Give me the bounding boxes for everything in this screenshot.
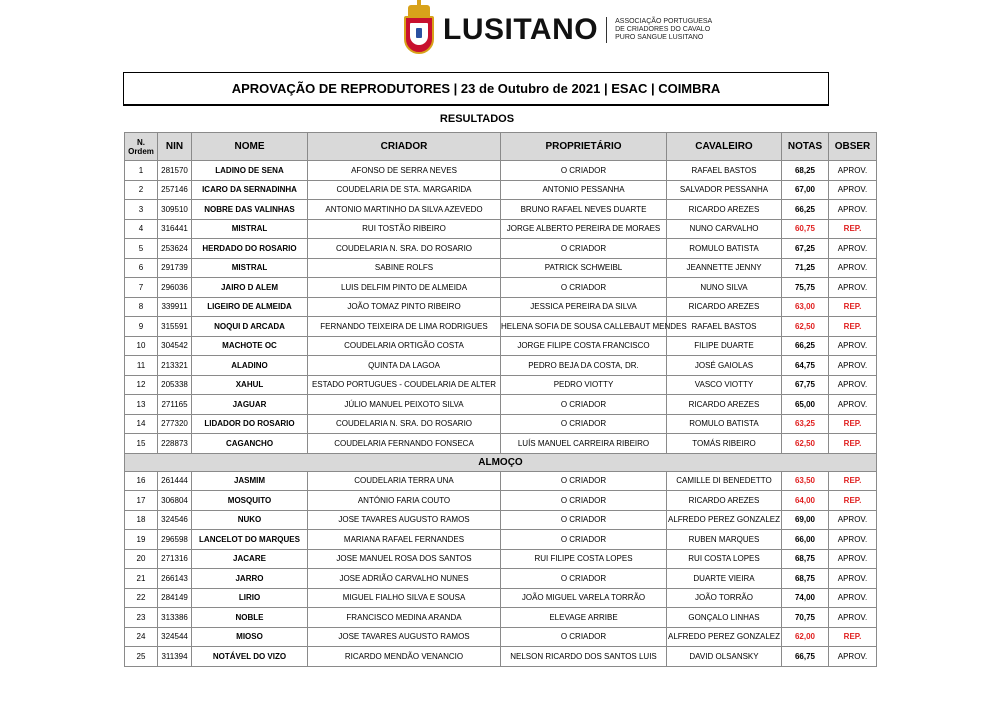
- cell-nin: 261444: [158, 471, 192, 491]
- cell-ordem: 5: [125, 239, 158, 259]
- cell-criador: JOSE TAVARES AUGUSTO RAMOS: [308, 510, 501, 530]
- cell-proprietario: O CRIADOR: [501, 414, 667, 434]
- cell-nin: 253624: [158, 239, 192, 259]
- cell-obser: APROV.: [829, 258, 877, 278]
- cell-ordem: 10: [125, 336, 158, 356]
- cell-ordem: 1: [125, 161, 158, 181]
- cell-criador: ESTADO PORTUGUES - COUDELARIA DE ALTER: [308, 375, 501, 395]
- cell-nota: 63,00: [782, 297, 829, 317]
- cell-nota: 63,25: [782, 414, 829, 434]
- cell-criador: COUDELARIA TERRA UNA: [308, 471, 501, 491]
- cell-nin: 291739: [158, 258, 192, 278]
- cell-nin: 277320: [158, 414, 192, 434]
- cell-cavaleiro: VASCO VIOTTY: [667, 375, 782, 395]
- column-header-criador: CRIADOR: [308, 133, 501, 161]
- cell-proprietario: O CRIADOR: [501, 530, 667, 550]
- cell-proprietario: RUI FILIPE COSTA LOPES: [501, 549, 667, 569]
- cell-nin: 284149: [158, 588, 192, 608]
- cell-cavaleiro: RAFAEL BASTOS: [667, 161, 782, 181]
- cell-cavaleiro: FILIPE DUARTE: [667, 336, 782, 356]
- cell-criador: COUDELARIA DE STA. MARGARIDA: [308, 180, 501, 200]
- cell-cavaleiro: RUBEN MARQUES: [667, 530, 782, 550]
- cell-ordem: 15: [125, 434, 158, 454]
- cell-cavaleiro: TOMÁS RIBEIRO: [667, 434, 782, 454]
- cell-nota: 60,75: [782, 219, 829, 239]
- cell-nin: 271165: [158, 395, 192, 415]
- cell-cavaleiro: RICARDO AREZES: [667, 200, 782, 220]
- table-row: [125, 647, 877, 667]
- cell-cavaleiro: RAFAEL BASTOS: [667, 317, 782, 337]
- cell-cavaleiro: ROMULO BATISTA: [667, 239, 782, 259]
- column-header-cavaleiro: CAVALEIRO: [667, 133, 782, 161]
- cell-nome: LIGEIRO DE ALMEIDA: [192, 297, 308, 317]
- cell-proprietario: NELSON RICARDO DOS SANTOS LUIS: [501, 647, 667, 667]
- cell-nota: 69,00: [782, 510, 829, 530]
- cell-ordem: 8: [125, 297, 158, 317]
- cell-nota: 66,00: [782, 530, 829, 550]
- cell-nota: 68,75: [782, 549, 829, 569]
- cell-nota: 62,50: [782, 434, 829, 454]
- cell-nota: 67,75: [782, 375, 829, 395]
- cell-nota: 68,75: [782, 569, 829, 589]
- cell-cavaleiro: SALVADOR PESSANHA: [667, 180, 782, 200]
- cell-criador: ANTÓNIO FARIA COUTO: [308, 491, 501, 511]
- cell-obser: APROV.: [829, 239, 877, 259]
- table-row: [125, 258, 877, 278]
- lunch-break-row: [125, 453, 877, 471]
- cell-obser: REP.: [829, 297, 877, 317]
- column-header-nome: NOME: [192, 133, 308, 161]
- brand-name: LUSITANO: [443, 13, 599, 46]
- cell-ordem: 6: [125, 258, 158, 278]
- column-header-proprietario: PROPRIETÁRIO: [501, 133, 667, 161]
- cell-nota: 64,75: [782, 356, 829, 376]
- cell-criador: JOSE TAVARES AUGUSTO RAMOS: [308, 627, 501, 647]
- cell-proprietario: O CRIADOR: [501, 491, 667, 511]
- cell-proprietario: O CRIADOR: [501, 627, 667, 647]
- cell-nota: 62,50: [782, 317, 829, 337]
- cell-criador: RICARDO MENDÃO VENANCIO: [308, 647, 501, 667]
- cell-ordem: 2: [125, 180, 158, 200]
- cell-obser: REP.: [829, 219, 877, 239]
- cell-obser: APROV.: [829, 588, 877, 608]
- table-row: [125, 588, 877, 608]
- cell-criador: LUIS DELFIM PINTO DE ALMEIDA: [308, 278, 501, 298]
- cell-cavaleiro: DUARTE VIEIRA: [667, 569, 782, 589]
- cell-proprietario: JESSICA PEREIRA DA SILVA: [501, 297, 667, 317]
- cell-ordem: 20: [125, 549, 158, 569]
- cell-obser: APROV.: [829, 647, 877, 667]
- cell-nome: LIRIO: [192, 588, 308, 608]
- cell-nota: 62,00: [782, 627, 829, 647]
- cell-proprietario: HELENA SOFIA DE SOUSA CALLEBAUT MENDES: [501, 317, 667, 337]
- cell-nome: MISTRAL: [192, 219, 308, 239]
- table-row: [125, 278, 877, 298]
- cell-nome: ALADINO: [192, 356, 308, 376]
- cell-criador: COUDELARIA N. SRA. DO ROSARIO: [308, 239, 501, 259]
- cell-criador: QUINTA DA LAGOA: [308, 356, 501, 376]
- cell-nota: 66,25: [782, 200, 829, 220]
- cell-nome: NOBRE DAS VALINHAS: [192, 200, 308, 220]
- header-logo: [401, 4, 712, 56]
- table-row: [125, 510, 877, 530]
- cell-obser: APROV.: [829, 336, 877, 356]
- cell-nin: 315591: [158, 317, 192, 337]
- cell-proprietario: JORGE FILIPE COSTA FRANCISCO: [501, 336, 667, 356]
- cell-obser: APROV.: [829, 180, 877, 200]
- cell-proprietario: JORGE ALBERTO PEREIRA DE MORAES: [501, 219, 667, 239]
- cell-cavaleiro: JOÃO TORRÃO: [667, 588, 782, 608]
- cell-ordem: 16: [125, 471, 158, 491]
- column-header-ordem: N. Ordem: [125, 133, 158, 161]
- cell-cavaleiro: NUNO SILVA: [667, 278, 782, 298]
- cell-ordem: 23: [125, 608, 158, 628]
- cell-proprietario: PEDRO VIOTTY: [501, 375, 667, 395]
- cell-ordem: 25: [125, 647, 158, 667]
- cell-obser: APROV.: [829, 530, 877, 550]
- cell-nome: XAHUL: [192, 375, 308, 395]
- table-row: [125, 627, 877, 647]
- cell-nin: 339911: [158, 297, 192, 317]
- cell-nome: NOBLE: [192, 608, 308, 628]
- cell-nin: 313386: [158, 608, 192, 628]
- cell-cavaleiro: NUNO CARVALHO: [667, 219, 782, 239]
- cell-criador: COUDELARIA ORTIGÃO COSTA: [308, 336, 501, 356]
- cell-proprietario: O CRIADOR: [501, 161, 667, 181]
- cell-proprietario: O CRIADOR: [501, 395, 667, 415]
- cell-nin: 309510: [158, 200, 192, 220]
- cell-nota: 66,25: [782, 336, 829, 356]
- cell-obser: APROV.: [829, 161, 877, 181]
- table-row: [125, 200, 877, 220]
- cell-cavaleiro: RICARDO AREZES: [667, 491, 782, 511]
- cell-nin: 296598: [158, 530, 192, 550]
- cell-nota: 70,75: [782, 608, 829, 628]
- cell-nin: 306804: [158, 491, 192, 511]
- results-table: [124, 132, 877, 667]
- cell-nin: 213321: [158, 356, 192, 376]
- cell-criador: COUDELARIA FERNANDO FONSECA: [308, 434, 501, 454]
- cell-nome: MACHOTE OC: [192, 336, 308, 356]
- cell-proprietario: O CRIADOR: [501, 471, 667, 491]
- cell-criador: JOSE MANUEL ROSA DOS SANTOS: [308, 549, 501, 569]
- cell-cavaleiro: CAMILLE DI BENEDETTO: [667, 471, 782, 491]
- cell-nota: 71,25: [782, 258, 829, 278]
- cell-obser: APROV.: [829, 549, 877, 569]
- cell-nome: NUKO: [192, 510, 308, 530]
- cell-cavaleiro: JOSÉ GAIOLAS: [667, 356, 782, 376]
- cell-obser: APROV.: [829, 356, 877, 376]
- cell-proprietario: BRUNO RAFAEL NEVES DUARTE: [501, 200, 667, 220]
- cell-nome: LIDADOR DO ROSARIO: [192, 414, 308, 434]
- cell-nin: 266143: [158, 569, 192, 589]
- table-row: [125, 219, 877, 239]
- cell-nome: LADINO DE SENA: [192, 161, 308, 181]
- table-row: [125, 491, 877, 511]
- cell-nin: 324546: [158, 510, 192, 530]
- cell-nin: 271316: [158, 549, 192, 569]
- table-row: [125, 549, 877, 569]
- table-row: [125, 297, 877, 317]
- cell-cavaleiro: ROMULO BATISTA: [667, 414, 782, 434]
- table-row: [125, 414, 877, 434]
- cell-nota: 63,50: [782, 471, 829, 491]
- cell-nin: 205338: [158, 375, 192, 395]
- cell-criador: FERNANDO TEIXEIRA DE LIMA RODRIGUES: [308, 317, 501, 337]
- cell-obser: APROV.: [829, 395, 877, 415]
- cell-nome: JARRO: [192, 569, 308, 589]
- table-row: [125, 317, 877, 337]
- cell-nin: 304542: [158, 336, 192, 356]
- cell-criador: AFONSO DE SERRA NEVES: [308, 161, 501, 181]
- cell-nome: NOQUI D ARCADA: [192, 317, 308, 337]
- cell-cavaleiro: RICARDO AREZES: [667, 297, 782, 317]
- cell-nome: JASMIM: [192, 471, 308, 491]
- cell-cavaleiro: RICARDO AREZES: [667, 395, 782, 415]
- table-row: [125, 471, 877, 491]
- table-row: [125, 356, 877, 376]
- cell-nome: MOSQUITO: [192, 491, 308, 511]
- cell-obser: REP.: [829, 434, 877, 454]
- table-row: [125, 569, 877, 589]
- cell-obser: REP.: [829, 627, 877, 647]
- cell-nome: MIOSO: [192, 627, 308, 647]
- cell-proprietario: O CRIADOR: [501, 510, 667, 530]
- table-row: [125, 375, 877, 395]
- cell-criador: RUI TOSTÃO RIBEIRO: [308, 219, 501, 239]
- lusitano-crest-icon: [401, 5, 437, 55]
- cell-proprietario: JOÃO MIGUEL VARELA TORRÃO: [501, 588, 667, 608]
- cell-nin: 228873: [158, 434, 192, 454]
- table-row: [125, 434, 877, 454]
- cell-nota: 75,75: [782, 278, 829, 298]
- cell-nota: 67,00: [782, 180, 829, 200]
- cell-ordem: 4: [125, 219, 158, 239]
- cell-proprietario: PEDRO BEJA DA COSTA, DR.: [501, 356, 667, 376]
- cell-proprietario: PATRICK SCHWEIBL: [501, 258, 667, 278]
- cell-nin: 257146: [158, 180, 192, 200]
- cell-nota: 64,00: [782, 491, 829, 511]
- cell-ordem: 24: [125, 627, 158, 647]
- column-header-obser: OBSER: [829, 133, 877, 161]
- cell-proprietario: ELEVAGE ARRIBE: [501, 608, 667, 628]
- cell-ordem: 19: [125, 530, 158, 550]
- cell-nota: 74,00: [782, 588, 829, 608]
- lunch-break-label: ALMOÇO: [125, 453, 877, 471]
- table-row: [125, 336, 877, 356]
- cell-ordem: 13: [125, 395, 158, 415]
- cell-nome: NOTÁVEL DO VIZO: [192, 647, 308, 667]
- cell-nome: JAIRO D ALEM: [192, 278, 308, 298]
- cell-criador: COUDELARIA N. SRA. DO ROSARIO: [308, 414, 501, 434]
- cell-nota: 65,00: [782, 395, 829, 415]
- association-name: ASSOCIAÇÃO PORTUGUESA DE CRIADORES DO CAVALO PURO SANGUE LUSITANO: [615, 18, 713, 41]
- column-header-notas: NOTAS: [782, 133, 829, 161]
- cell-obser: REP.: [829, 491, 877, 511]
- cell-obser: APROV.: [829, 569, 877, 589]
- cell-nota: 67,25: [782, 239, 829, 259]
- cell-ordem: 18: [125, 510, 158, 530]
- column-header-nin: NIN: [158, 133, 192, 161]
- cell-proprietario: O CRIADOR: [501, 278, 667, 298]
- cell-ordem: 14: [125, 414, 158, 434]
- cell-criador: ANTONIO MARTINHO DA SILVA AZEVEDO: [308, 200, 501, 220]
- cell-criador: JOÃO TOMAZ PINTO RIBEIRO: [308, 297, 501, 317]
- cell-nota: 68,25: [782, 161, 829, 181]
- cell-cavaleiro: ALFREDO PEREZ GONZALEZ: [667, 510, 782, 530]
- cell-nome: ICARO DA SERNADINHA: [192, 180, 308, 200]
- cell-criador: SABINE ROLFS: [308, 258, 501, 278]
- cell-cavaleiro: DAVID OLSANSKY: [667, 647, 782, 667]
- cell-proprietario: ANTONIO PESSANHA: [501, 180, 667, 200]
- cell-obser: REP.: [829, 471, 877, 491]
- cell-criador: JÚLIO MANUEL PEIXOTO SILVA: [308, 395, 501, 415]
- cell-ordem: 3: [125, 200, 158, 220]
- cell-obser: APROV.: [829, 375, 877, 395]
- cell-obser: REP.: [829, 414, 877, 434]
- cell-ordem: 9: [125, 317, 158, 337]
- cell-obser: APROV.: [829, 278, 877, 298]
- cell-cavaleiro: RUI COSTA LOPES: [667, 549, 782, 569]
- table-row: [125, 395, 877, 415]
- cell-cavaleiro: JEANNETTE JENNY: [667, 258, 782, 278]
- cell-nota: 66,75: [782, 647, 829, 667]
- cell-ordem: 11: [125, 356, 158, 376]
- cell-obser: APROV.: [829, 510, 877, 530]
- cell-criador: FRANCISCO MEDINA ARANDA: [308, 608, 501, 628]
- cell-nin: 296036: [158, 278, 192, 298]
- cell-proprietario: LUÍS MANUEL CARREIRA RIBEIRO: [501, 434, 667, 454]
- cell-obser: APROV.: [829, 200, 877, 220]
- cell-nome: JACARE: [192, 549, 308, 569]
- cell-cavaleiro: GONÇALO LINHAS: [667, 608, 782, 628]
- table-header-row: [125, 133, 877, 161]
- cell-nin: 281570: [158, 161, 192, 181]
- cell-criador: JOSE ADRIÃO CARVALHO NUNES: [308, 569, 501, 589]
- cell-nome: HERDADO DO ROSARIO: [192, 239, 308, 259]
- table-row: [125, 180, 877, 200]
- cell-ordem: 7: [125, 278, 158, 298]
- table-row: [125, 608, 877, 628]
- cell-proprietario: O CRIADOR: [501, 239, 667, 259]
- cell-ordem: 17: [125, 491, 158, 511]
- document-title-box: [123, 72, 829, 106]
- cell-criador: MIGUEL FIALHO SILVA E SOUSA: [308, 588, 501, 608]
- cell-ordem: 12: [125, 375, 158, 395]
- cell-nin: 316441: [158, 219, 192, 239]
- cell-nome: MISTRAL: [192, 258, 308, 278]
- cell-obser: APROV.: [829, 608, 877, 628]
- cell-ordem: 22: [125, 588, 158, 608]
- brand-divider: [606, 17, 607, 43]
- cell-obser: REP.: [829, 317, 877, 337]
- cell-nome: CAGANCHO: [192, 434, 308, 454]
- table-row: [125, 530, 877, 550]
- cell-ordem: 21: [125, 569, 158, 589]
- cell-nin: 324544: [158, 627, 192, 647]
- cell-nome: JAGUAR: [192, 395, 308, 415]
- cell-nome: LANCELOT DO MARQUES: [192, 530, 308, 550]
- cell-proprietario: O CRIADOR: [501, 569, 667, 589]
- cell-cavaleiro: ALFREDO PEREZ GONZALEZ: [667, 627, 782, 647]
- table-row: [125, 239, 877, 259]
- document-title: APROVAÇÃO DE REPRODUTORES | 23 de Outubro de 2021 | ESAC | COIMBRA: [231, 81, 721, 96]
- cell-nin: 311394: [158, 647, 192, 667]
- results-heading: RESULTADOS: [439, 113, 515, 125]
- table-row: [125, 161, 877, 181]
- cell-criador: MARIANA RAFAEL FERNANDES: [308, 530, 501, 550]
